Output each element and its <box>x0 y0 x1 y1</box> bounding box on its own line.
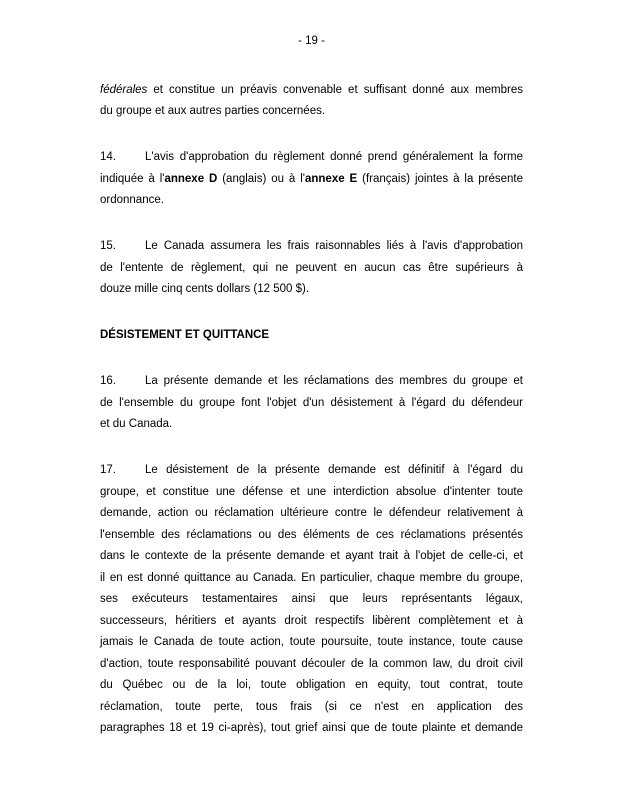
text-line <box>100 503 523 525</box>
text-line <box>100 460 523 482</box>
text-segment: il en est donné quittance au Canada. En particulier, chaque membre du groupe, <box>100 571 523 584</box>
text-segment: (français) jointes à la présente <box>357 172 524 185</box>
text-line <box>100 675 523 697</box>
bold-segment-annexe-e: annexe E <box>304 172 358 185</box>
text-line <box>100 169 523 191</box>
text-line <box>100 546 523 568</box>
text-segment: d'action, toute responsabilité pouvant découler de la common law, du droit civil <box>100 657 523 670</box>
paragraph-number: 17. <box>100 464 116 476</box>
text-segment: et du Canada. <box>100 418 173 430</box>
text-segment: du groupe et aux autres parties concernées. <box>100 105 326 117</box>
paragraph-intro-continuation <box>100 80 523 123</box>
italic-segment: fédérales <box>100 83 148 96</box>
text-segment: paragraphes 18 et 19 ci-après), tout grief ainsi que de toute plainte et demande <box>100 722 523 734</box>
text-line <box>100 568 523 590</box>
text-segment: ses exécuteurs testamentaires ainsi que leurs représentants légaux, <box>100 593 523 605</box>
text-line <box>100 236 523 258</box>
text-segment: l'ensemble des réclamations ou des éléments de ces réclamations présentés <box>100 528 523 541</box>
text-segment: réclamation, toute perte, tous frais (si ce n'est en application des <box>100 700 523 713</box>
text-line <box>100 190 523 212</box>
text-line <box>100 718 523 740</box>
paragraph-number: 15. <box>100 240 116 252</box>
text-line <box>100 414 523 436</box>
text-line <box>100 101 523 123</box>
text-segment: douze mille cinq cents dollars (12 500 $). <box>100 283 310 295</box>
text-segment: jamais le Canada de toute action, toute poursuite, toute instance, toute cause <box>100 636 523 648</box>
text-line <box>100 589 523 611</box>
text-line <box>100 258 523 280</box>
paragraph-14 <box>100 147 523 212</box>
text-line <box>100 371 523 393</box>
text-segment: et constitue un préavis convenable et suffisant donné aux membres <box>147 83 523 96</box>
text-segment: indiquée à l' <box>100 172 165 185</box>
text-line <box>100 654 523 676</box>
text-segment: Le Canada assumera les frais raisonnables liés à l'avis d'approbation <box>145 240 523 252</box>
text-segment: du Québec ou de la loi, toute obligation en equity, tout contrat, toute <box>100 679 523 691</box>
text-line <box>100 632 523 654</box>
text-segment: (anglais) ou à l' <box>217 172 305 185</box>
text-line <box>100 525 523 547</box>
text-line <box>100 393 523 415</box>
page-number: - 19 - <box>298 35 325 47</box>
text-line <box>100 147 523 169</box>
text-segment: dans le contexte de la présente demande et ayant trait à l'objet de celle-ci, et <box>100 550 523 562</box>
text-line <box>100 697 523 719</box>
text-segment: successeurs, héritiers et ayants droit respectifs libèrent complètement et à <box>100 614 523 627</box>
text-segment: de l'entente de règlement, qui ne peuvent en aucun cas être supérieurs à <box>100 261 523 274</box>
text-segment: de l'ensemble du groupe font l'objet d'un désistement à l'égard du défendeur <box>100 396 523 409</box>
text-segment: L'avis d'approbation du règlement donné prend généralement la forme <box>145 151 523 163</box>
text-segment: groupe, et constitue une défense et une interdiction absolue d'intenter toute <box>100 485 523 498</box>
bold-segment-annexe-d: annexe D <box>164 172 218 185</box>
text-line <box>100 611 523 633</box>
text-line <box>100 482 523 504</box>
paragraph-number: 16. <box>100 375 116 387</box>
paragraph-17 <box>100 460 523 740</box>
section-heading-desistement: DÉSISTEMENT ET QUITTANCE <box>100 329 270 341</box>
paragraph-16 <box>100 371 523 436</box>
text-segment: Le désistement de la présente demande est définitif à l'égard du <box>145 464 523 476</box>
text-line <box>100 279 523 301</box>
text-segment: La présente demande et les réclamations des membres du groupe et <box>145 375 523 387</box>
paragraph-number: 14. <box>100 151 116 163</box>
text-line <box>100 80 523 102</box>
paragraph-15 <box>100 236 523 301</box>
text-segment: ordonnance. <box>100 194 164 206</box>
text-segment: demande, action ou réclamation ultérieure contre le défendeur relativement à <box>100 507 523 519</box>
